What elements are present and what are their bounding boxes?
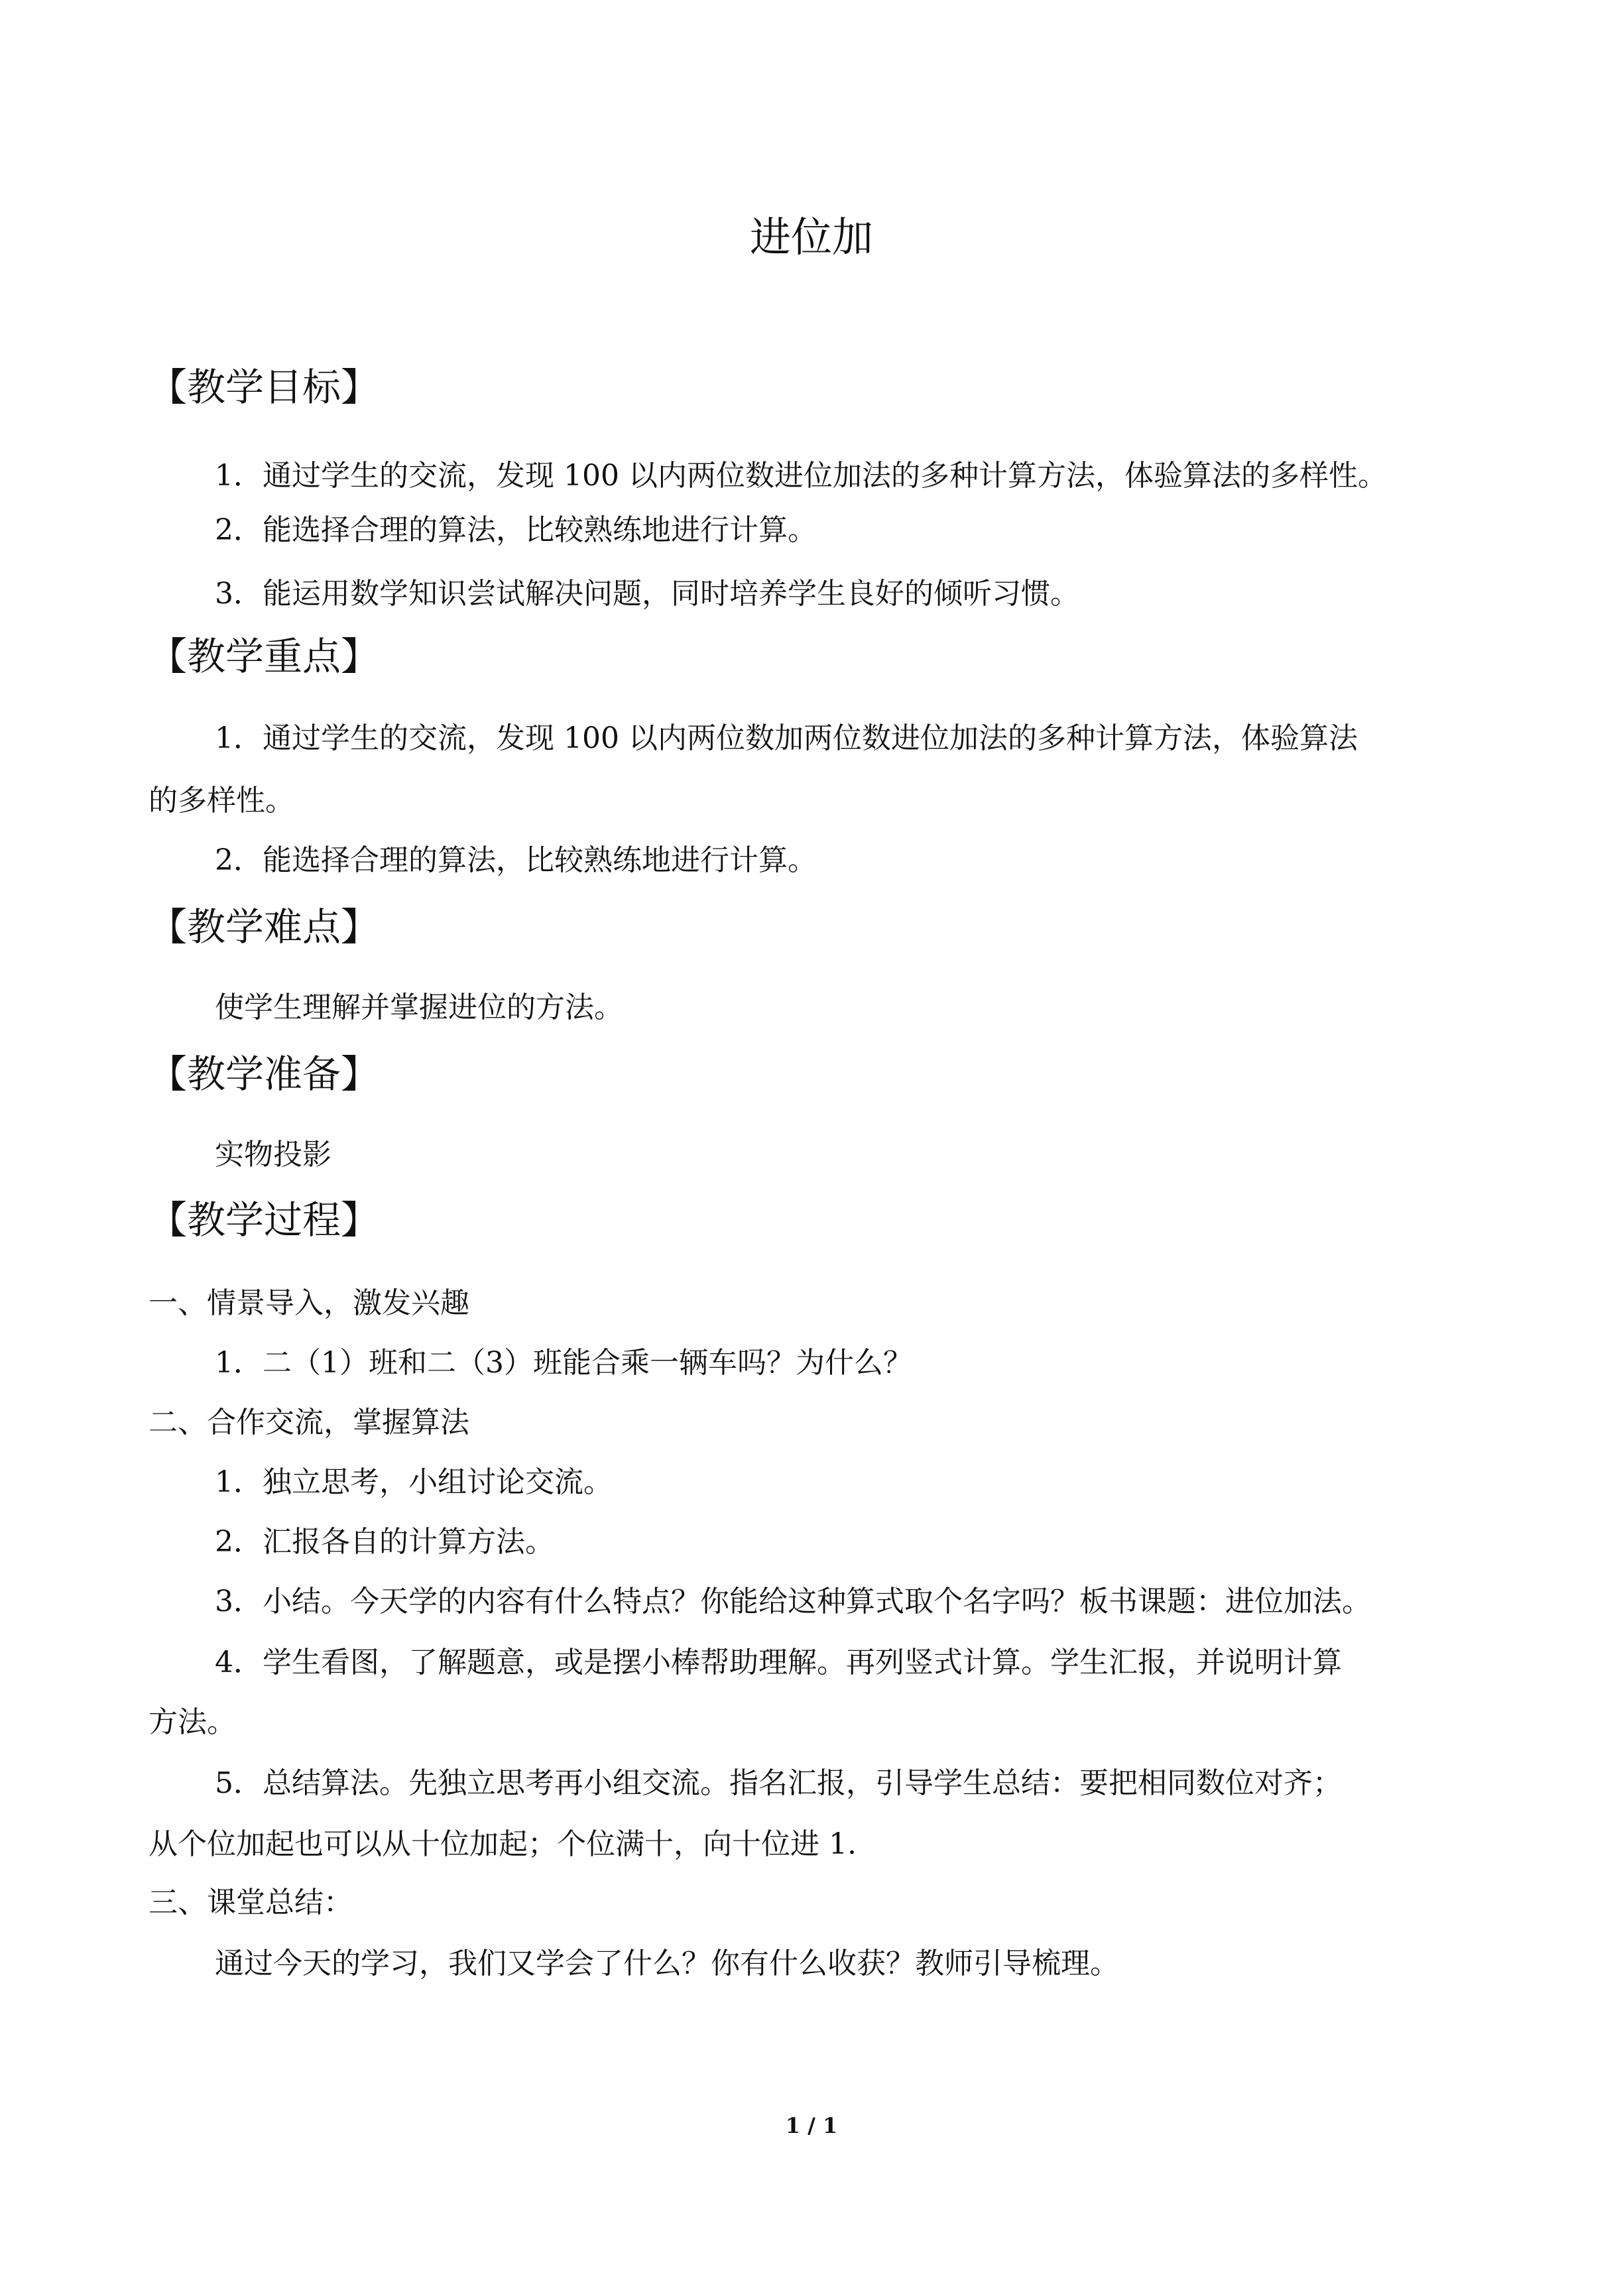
goal-item-1: 1．通过学生的交流，发现 100 以内两位数进位加法的多种计算方法，体验算法的多样性。 [215, 459, 1387, 493]
process-part-2-item-1: 1．独立思考，小组讨论交流。 [215, 1465, 613, 1499]
heading-teaching-goals: 【教学目标】 [149, 365, 380, 410]
process-part-1-item-1: 1．二（1）班和二（3）班能合乘一辆车吗？为什么？ [215, 1346, 912, 1380]
goal-item-3: 3．能运用数学知识尝试解决问题，同时培养学生良好的倾听习惯。 [215, 577, 1079, 611]
process-part-2-item-5-line-2: 从个位加起也可以从十位加起；个位满十，向十位进 1. [149, 1827, 857, 1861]
key-point-item-2: 2．能选择合理的算法，比较熟练地进行计算。 [215, 843, 817, 877]
process-part-1-title: 一、情景导入，激发兴趣 [149, 1286, 469, 1320]
heading-preparation: 【教学准备】 [149, 1052, 380, 1097]
process-part-2-item-3: 3．小结。今天学的内容有什么特点？你能给这种算式取个名字吗？板书课题：进位加法。 [215, 1585, 1371, 1618]
process-part-3-text: 通过今天的学习，我们又学会了什么？你有什么收获？教师引导梳理。 [215, 1947, 1119, 1980]
goal-item-2: 2．能选择合理的算法，比较熟练地进行计算。 [215, 513, 817, 547]
process-part-2-item-2: 2．汇报各自的计算方法。 [215, 1525, 554, 1559]
heading-difficulties: 【教学难点】 [149, 904, 380, 949]
process-part-2-item-4-line-1: 4．学生看图，了解题意，或是摆小棒帮助理解。再列竖式计算。学生汇报，并说明计算 [215, 1646, 1342, 1679]
process-part-2-item-4-line-2: 方法。 [149, 1705, 236, 1739]
preparation-text: 实物投影 [215, 1138, 331, 1172]
difficulties-text: 使学生理解并掌握进位的方法。 [215, 991, 623, 1024]
heading-key-points: 【教学重点】 [149, 634, 380, 679]
process-part-2-item-5-line-1: 5．总结算法。先独立思考再小组交流。指名汇报，引导学生总结：要把相同数位对齐； [215, 1766, 1342, 1800]
document-title: 进位加 [749, 213, 873, 261]
heading-process: 【教学过程】 [149, 1197, 380, 1242]
key-point-item-1-line-1: 1．通过学生的交流，发现 100 以内两位数加两位数进位加法的多种计算方法，体验算法 [215, 721, 1358, 755]
page-number: 1 / 1 [785, 2113, 838, 2138]
process-part-2-title: 二、合作交流，掌握算法 [149, 1406, 469, 1439]
key-point-item-1-line-2: 的多样性。 [149, 784, 294, 817]
process-part-3-title: 三、课堂总结： [149, 1886, 353, 1919]
